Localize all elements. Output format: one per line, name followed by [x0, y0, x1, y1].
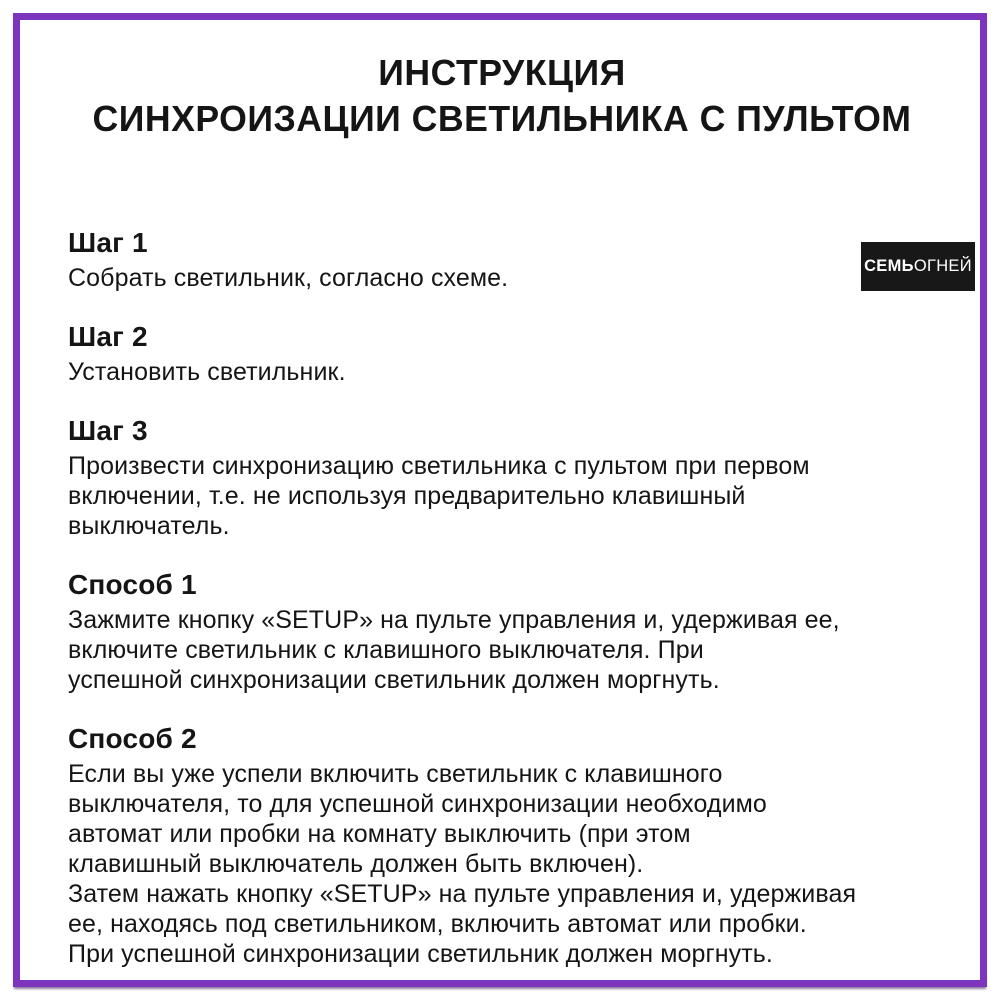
section-body: Произвести синхронизацию светильника с пультом при первом включении, т.е. не используя предварительно клавишный выключатель.	[68, 452, 810, 540]
brand-badge-light-part: ОГНЕЙ	[913, 257, 972, 275]
section-method-1	[68, 568, 936, 695]
section-heading: Способ 2	[68, 723, 197, 754]
section-body: Установить светильник.	[68, 358, 346, 386]
title-line-2: СИНХРОИЗАЦИИ СВЕТИЛЬНИКА С ПУЛЬТОМ	[92, 98, 912, 139]
title-line-1: ИНСТРУКЦИЯ	[378, 52, 626, 93]
section-heading: Шаг 2	[68, 321, 148, 352]
section-body: Зажмите кнопку «SETUP» на пульте управления и, удерживая ее, включите светильник с клавишного выключателя. При успешной синхронизации светильник должен моргнуть.	[68, 606, 840, 694]
section-body: Если вы уже успели включить светильник с клавишного выключателя, то для успешной синхронизации необходимо автомат или пробки на комнату выключить (при этом клавишный выключатель должен быть включен). Затем нажать кнопку «SETUP» на пульте управления и, удерживая ее, находясь под светильником, включить автомат или пробки. При успешной синхронизации светильник должен моргнуть.	[68, 760, 857, 968]
section-method-2	[68, 722, 936, 969]
brand-badge-bold-part: СЕМЬ	[864, 257, 914, 275]
section-heading: Шаг 3	[68, 415, 148, 446]
section-step-1	[68, 226, 936, 293]
instruction-card	[13, 13, 987, 987]
section-step-3	[68, 414, 936, 541]
section-heading: Способ 1	[68, 569, 197, 600]
brand-badge	[861, 242, 975, 291]
page-title	[72, 50, 931, 142]
section-body: Собрать светильник, согласно схеме.	[68, 264, 509, 292]
section-step-2	[68, 320, 936, 387]
section-heading: Шаг 1	[68, 227, 148, 258]
